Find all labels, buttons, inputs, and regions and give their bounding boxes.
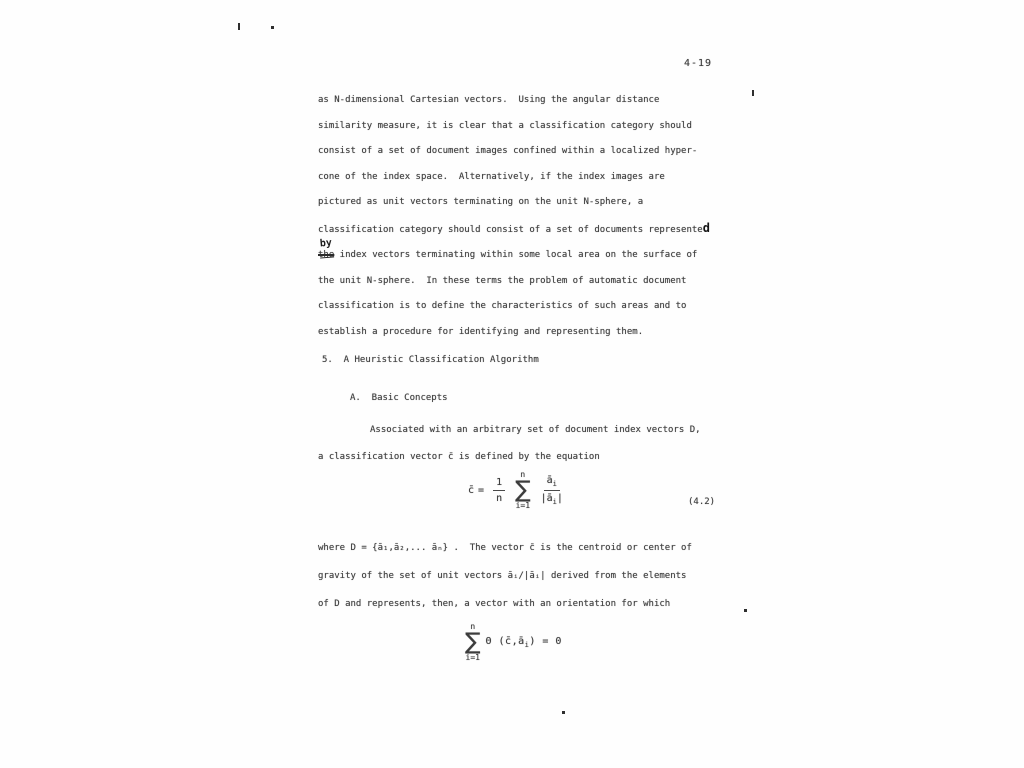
body-line: Associated with an arbitrary set of document index vectors D, [370,425,701,435]
body-line: similarity measure, it is clear that a classification category should [318,120,692,131]
body-line: of D and represents, then, a vector with an orientation for which [318,599,671,609]
body-line: a classification vector c̄ is defined by the equation [318,452,600,462]
equation-classification-vector [468,470,568,511]
scan-artifact [562,711,565,714]
correction-site [318,237,335,269]
body-line: cone of the index space. Alternatively, if the index images are [318,171,665,182]
section-heading: 5. A Heuristic Classification Algorithm [322,355,539,365]
body-line: consist of a set of document images confined within a localized hyper- [318,146,698,156]
handwritten-letter-d: d [702,220,710,235]
body-line-with-correction [318,216,710,244]
scan-artifact [752,90,754,96]
equation-orientation-sum [460,622,562,663]
body-line-typed-text: classification category should consist of a set of documents represente [318,224,703,235]
coefficient-fraction: $\frac{1}{n}$ [493,476,505,505]
unit-vector-fraction: $\frac{ā_i}{|ā_i|}$ [540,474,563,507]
body-paragraph-1 [318,88,710,345]
body-line: classification is to define the characteristics of such areas and to [318,301,687,311]
equation-label: (4.2) [688,497,716,507]
scan-artifact [271,26,274,29]
summation-symbol: n ∑ i=1 [465,622,481,663]
equation-lhs: c̄ [468,485,475,497]
equation-body: Θ $(c̄,ā_i) = 0$ [485,636,562,650]
body-line: pictured as unit vectors terminating on the unit N-sphere, a [318,197,644,207]
body-line: the unit N-sphere. In these terms the problem of automatic document [318,275,687,286]
handwritten-by-insertion: by [318,230,334,258]
equals-sign: = [478,485,485,497]
body-line: where D = {ā₁,ā₂,... āₙ} . The vector c̄ is the centroid or center of [318,543,692,553]
body-paragraph-3 [318,534,692,618]
scan-artifact [744,609,747,612]
subsection-heading: A. Basic Concepts [350,393,448,403]
body-line: establish a procedure for identifying and representing them. [318,326,644,337]
body-line: gravity of the set of unit vectors āᵢ/|āᵢ| derived from the elements [318,571,687,581]
page-number: 4-19 [684,58,713,69]
body-line-with-correction [318,237,710,269]
struck-word: the [318,250,335,260]
body-line-typed-text: index vectors terminating within some local area on the surface of [334,250,698,260]
body-line: as N-dimensional Cartesian vectors. Using the angular distance [318,95,660,105]
summation-symbol: n ∑ i=1 [515,470,531,511]
body-paragraph-2 [318,417,701,471]
scan-artifact [238,23,240,30]
